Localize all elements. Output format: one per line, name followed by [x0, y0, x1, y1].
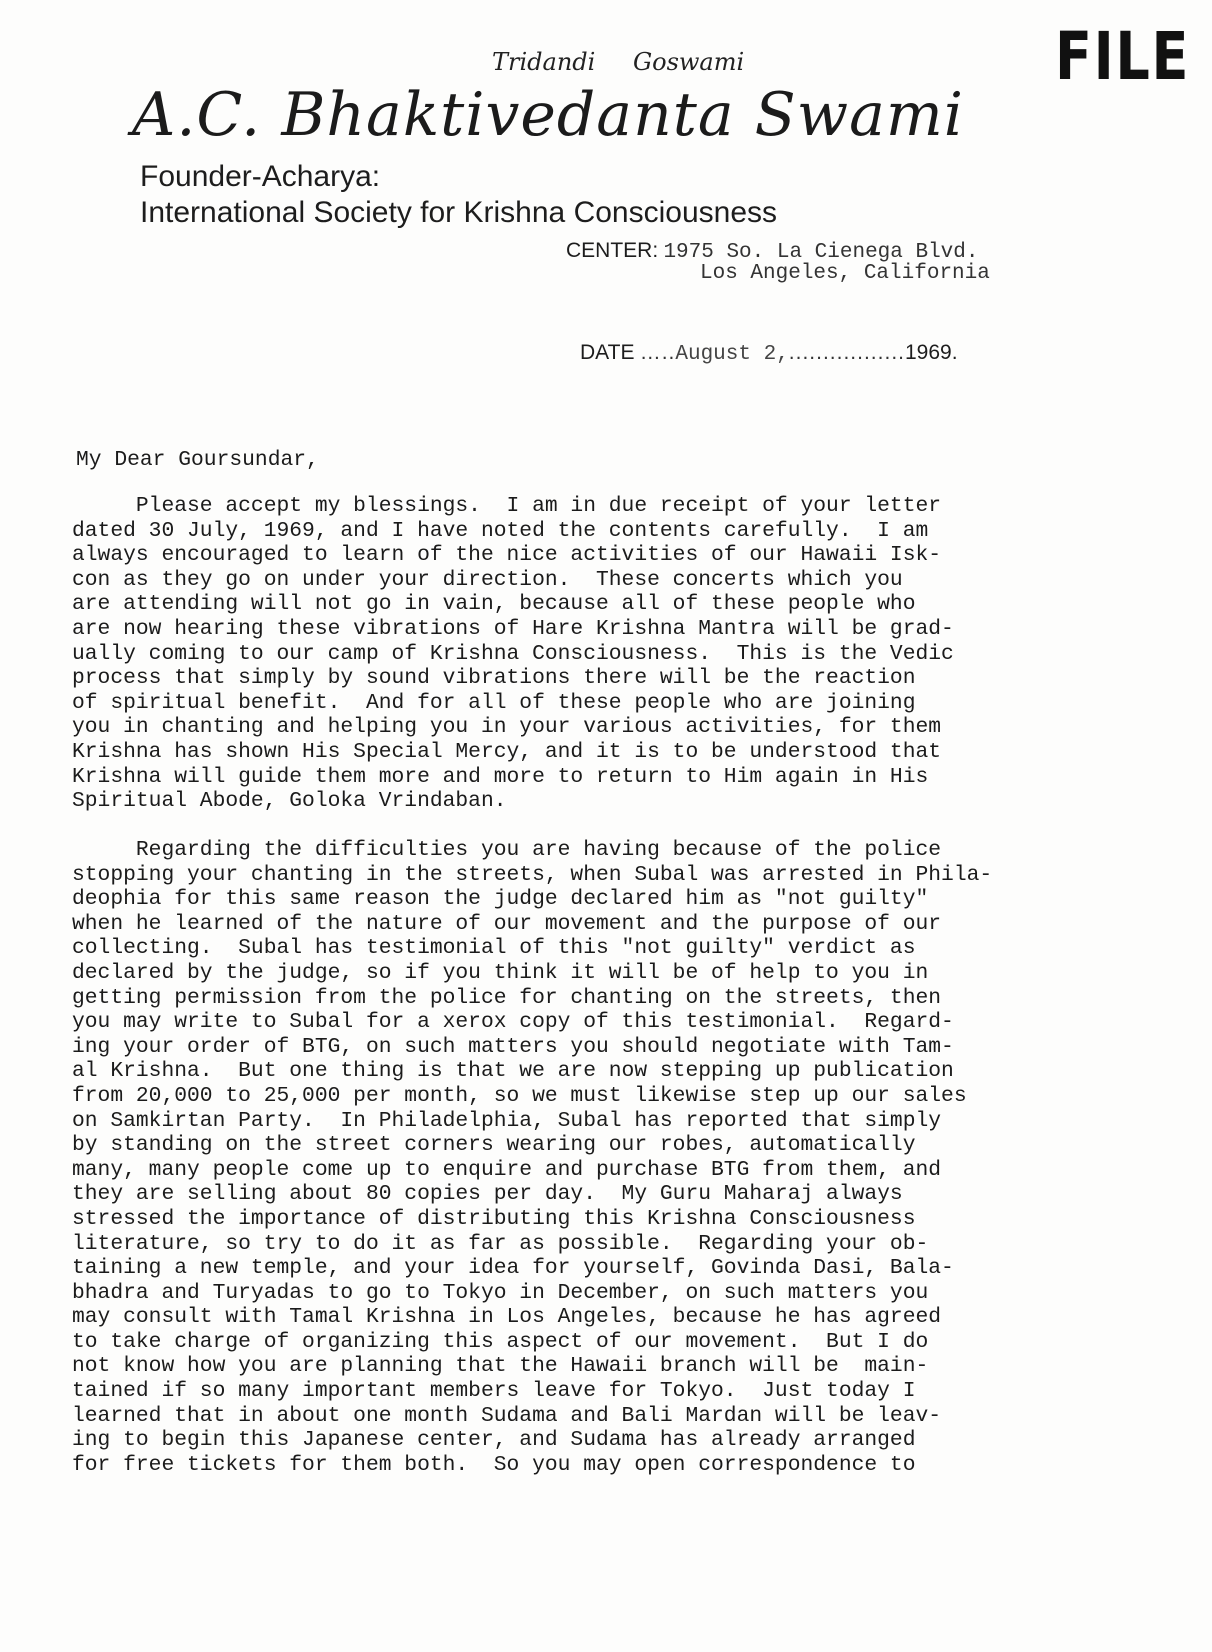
paragraph-line: from 20,000 to 25,000 per month, so we must likewise step up our sales — [72, 1083, 967, 1108]
letterhead-title-small: Tridandi Goswami — [492, 48, 745, 76]
paragraph-line: taining a new temple, and your idea for yourself, Govinda Dasi, Bala- — [72, 1256, 954, 1281]
paragraph-line: ing to begin this Japanese center, and Sudama has already arranged — [72, 1428, 916, 1453]
paragraph-line: con as they go on under your direction. These concerts which you — [72, 567, 903, 592]
paragraph-line: learned that in about one month Sudama and Bali Mardan will be leav- — [72, 1403, 942, 1428]
center-address-line1: 1975 So. La Cienega Blvd. — [663, 241, 979, 264]
date-label: DATE — [580, 341, 635, 364]
paragraph-line: by standing on the street corners wearing our robes, automatically — [72, 1133, 916, 1158]
paragraph-line: collecting. Subal has testimonial of this "not guilty" verdict as — [72, 936, 916, 961]
paragraph-line: may consult with Tamal Krishna in Los Angeles, because he has agreed — [72, 1305, 942, 1330]
paragraph-line: stressed the importance of distributing this Krishna Consciousness — [72, 1206, 916, 1231]
paragraph-line: are attending will not go in vain, because all of these people who — [72, 592, 916, 617]
paragraph-line: Krishna has shown His Special Mercy, and it is to be understood that — [72, 739, 942, 764]
paragraph-line: on Samkirtan Party. In Philadelphia, Subal has reported that simply — [72, 1108, 942, 1133]
body-paragraph-1 — [72, 494, 954, 814]
paragraph-line: getting permission from the police for chanting on the streets, then — [72, 985, 942, 1010]
paragraph-line: to take charge of organizing this aspect of our movement. But I do — [72, 1329, 929, 1354]
paragraph-line: literature, so try to do it as far as possible. Regarding your ob- — [72, 1231, 929, 1256]
paragraph-line: not know how you are planning that the Hawaii branch will be main- — [72, 1354, 929, 1379]
paragraph-line: stopping your chanting in the streets, when Subal was arrested in Phila- — [72, 862, 993, 887]
paragraph-line: al Krishna. But one thing is that we are now stepping up publication — [72, 1059, 954, 1084]
paragraph-line: they are selling about 80 copies per day. My Guru Maharaj always — [72, 1182, 903, 1207]
paragraph-line: always encouraged to learn of the nice activities of our Hawaii Isk- — [72, 543, 942, 568]
letterhead-title-main: A.C. Bhaktivedanta Swami — [132, 80, 964, 150]
paragraph-line: for free tickets for them both. So you may open correspondence to — [72, 1452, 916, 1477]
paragraph-line: tained if so many important members leave for Tokyo. Just today I — [72, 1379, 916, 1404]
paragraph-line: Spiritual Abode, Goloka Vrindaban. — [72, 789, 507, 814]
paragraph-line: ually coming to our camp of Krishna Consciousness. This is the Vedic — [72, 641, 954, 666]
paragraph-line: declared by the judge, so if you think it will be of help to you in — [72, 960, 929, 985]
center-label: CENTER: — [566, 239, 659, 262]
file-stamp: FILE — [1055, 18, 1191, 95]
date-dots-before: ….. — [639, 341, 676, 364]
paragraph-line: Krishna will guide them more and more to return to Him again in His — [72, 764, 929, 789]
letterhead-center — [566, 238, 979, 264]
paragraph-line: you may write to Subal for a xerox copy of this testimonial. Regard- — [72, 1010, 954, 1035]
salutation: My Dear Goursundar, — [76, 448, 319, 472]
paragraph-line: Regarding the difficulties you are having because of the police — [72, 838, 942, 862]
date-year: 1969. — [904, 341, 958, 364]
paragraph-line: deophia for this same reason the judge declared him as "not guilty" — [72, 887, 929, 912]
letterhead-founder: Founder-Acharya: — [140, 160, 381, 193]
paragraph-line: are now hearing these vibrations of Hare Krishna Mantra will be grad- — [72, 616, 954, 641]
paragraph-line: when he learned of the nature of our movement and the purpose of our — [72, 911, 942, 936]
paragraph-line: bhadra and Turyadas to go to Tokyo in December, on such matters you — [72, 1280, 929, 1305]
paragraph-line: Please accept my blessings. I am in due receipt of your letter — [72, 494, 942, 518]
paragraph-line: of spiritual benefit. And for all of these people who are joining — [72, 690, 916, 715]
paragraph-line: you in chanting and helping you in your various activities, for them — [72, 715, 942, 740]
body-paragraph-2 — [72, 838, 992, 1477]
letterhead-society: International Society for Krishna Consciousness — [140, 196, 778, 229]
paragraph-line: many, many people come up to enquire and purchase BTG from them, and — [72, 1157, 942, 1182]
center-address-line2: Los Angeles, California — [700, 262, 990, 285]
paragraph-line: ing your order of BTG, on such matters you should negotiate with Tam- — [72, 1034, 954, 1059]
paragraph-line: process that simply by sound vibrations there will be the reaction — [72, 666, 916, 691]
paragraph-line: dated 30 July, 1969, and I have noted the contents carefully. I am — [72, 518, 929, 543]
date-dots-after: ................. — [788, 341, 905, 364]
date-line — [580, 340, 958, 366]
date-value: August 2, — [675, 343, 789, 366]
